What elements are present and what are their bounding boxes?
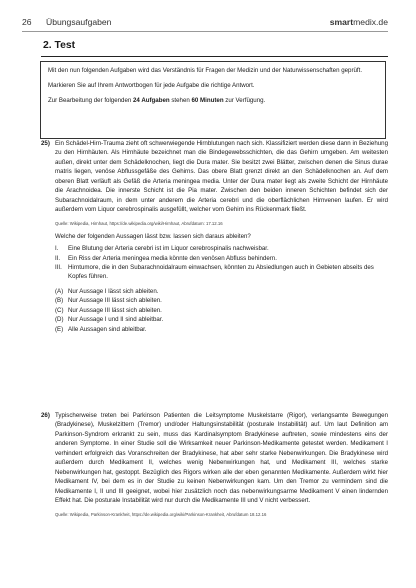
instructions-text: stehen	[169, 96, 192, 104]
page-header	[22, 17, 388, 31]
question-source: Quelle: Wikipedia, Parkinson-Krankheit, https://de.wikipedia.org/wiki/Parkinson-Krankheit, Abrufdatum 18.12.16	[55, 511, 267, 517]
option-text: Nur Aussage I und II sind ableitbar.	[68, 316, 164, 324]
page-number: 26	[22, 17, 32, 27]
option-label: (E)	[55, 325, 64, 333]
statement-text: Eine Blutung der Arteria cerebri ist im Liquor cerebrospinalis nachweisbar.	[68, 245, 269, 253]
statement-label: III.	[55, 263, 62, 271]
statement-label: I.	[55, 245, 59, 253]
statement-text: Hirntumore, die in den Subarachnoidalraum einwachsen, könnten zu Absiedlungen auch in Gebieten abseits des Kopfes führen.	[68, 263, 374, 281]
question-text: Typischerweise treten bei Parkinson Patienten die Leitsymptome Muskelstarre (Rigor), verlangsamte Bewegungen (Bradykinese), Muskelzittern (Tremor) und/oder Haltungsinstabilität (posturale Instabilität) auf. Um laut Definition am Parkinson-Syndrom erkrankt zu sein, muss das Kardinalsymptom Bradykinese auftreten, sowie mindestens eins der anderen Symptome. In einer Studie soll die Wirksamkeit neuer Parkinson-Medikamente getestet werden. Medikament I verhindert erfolgreich das Voranschreiten der Bradykinese, hat aber sehr starke Nebenwirkungen. Die Bradykinese wird außerdem durch Medikament II, welches wenig Nebenwirkungen hat, und Medikament III, welches starke Nebenwirkungen hat, gestoppt. Bezüglich des Rigors wirken alle der eben genannten Medikamente. Außerdem wirkt hier Medikament IV, bei dem es in der Studie zu keinen Nebenwirkungen kam. Um den Tremor zu vermindern sind die Medikamente I, II und III geeignet, wobei hier zusätzlich noch das nebenwirkungsarme Medikament V einen lindernden Effekt hat. Die posturale Instabilität wird nur durch die Medikamente III und V nicht verbessert.	[55, 412, 388, 505]
brand-logo-bold: smart	[329, 17, 354, 27]
question-text: Ein Schädel-Hirn-Trauma zieht oft schwerwiegende Hirnblutungen nach sich. Klassifiziert werden diese dann in Beziehung zu den Hirnhäuten. Als Hirnhäute bezeichnet man die Bindegewebsschichten, die das Gehirn umgeben. Am weitesten außen, direkt unter dem Schädelknochen, liegt die Dura mater. Sie besitzt zwei Blätter, zwischen denen die Sinus durae matris liegen, venöse Abflussgefäße des Gehirns. Das obere Blatt grenzt direkt an den Schädelknochen an. Auf dem oberen Blatt verläuft als Gefäß die Arteria meningea media. Unter der Dura mater liegt als zweite Schicht der Hirnhäute die Arachnoidea. Die innerste Schicht ist die Pia mater. Zwischen den beiden inneren Schichten befindet sich der Subarachnoidalraum, in dem unter anderem die Arteria cerebri und die oberflächlichen Hirnvenen laufen. Er wird außerdem vom Liquor cerebrospinalis ausgefüllt, welcher vom Gehirn ins Rückenmark fließt.	[55, 140, 388, 214]
option-label: (A)	[55, 287, 64, 295]
brand-logo	[330, 17, 388, 27]
question-source: Quelle: Wikipedia, Hirnhaut, https://de.wikipedia.org/wiki/Hirnhaut, Abrufdatum: 17.12.16	[55, 220, 223, 226]
statement-item	[55, 254, 388, 263]
task-count: 24 Aufgaben	[133, 96, 170, 104]
section-divider	[41, 56, 388, 57]
answer-option-b[interactable]	[55, 296, 388, 306]
header-divider	[22, 31, 388, 32]
answer-options	[55, 287, 388, 335]
option-label: (D)	[55, 316, 64, 324]
instructions-paragraph-2: Markieren Sie auf Ihrem Antwortbogen für jede Aufgabe die richtige Antwort.	[48, 81, 255, 89]
answer-option-d[interactable]	[55, 315, 388, 325]
statement-list	[55, 244, 388, 282]
statement-text: Ein Riss der Arteria meningea media könnte den venösen Abfluss behindern.	[68, 254, 277, 262]
statement-label: II.	[55, 254, 61, 262]
section-heading: 2. Test	[43, 40, 76, 51]
instructions-paragraph-1: Mit den nun folgenden Aufgaben wird das Verständnis für Fragen der Medizin und der Naturwissenschaften geprüft.	[48, 67, 363, 74]
answer-option-a[interactable]	[55, 287, 388, 297]
instructions-text: Zur Bearbeitung der folgenden	[48, 96, 134, 104]
question-number: 25)	[41, 140, 50, 147]
statement-item	[55, 244, 388, 253]
instructions-paragraph-3	[48, 96, 378, 105]
time-limit: 60 Minuten	[191, 96, 224, 104]
question-number: 26)	[41, 412, 50, 419]
question-prompt: Welche der folgenden Aussagen lässt bzw. lassen sich daraus ableiten?	[55, 232, 251, 240]
option-text: Alle Aussagen sind ableitbar.	[68, 325, 147, 333]
brand-logo-rest: medix.de	[353, 17, 388, 27]
answer-option-c[interactable]	[55, 306, 388, 316]
option-label: (C)	[55, 306, 64, 314]
header-section-title: Übungsaufgaben	[46, 17, 112, 27]
option-text: Nur Aussage III lässt sich ableiten.	[68, 306, 162, 314]
question-26	[41, 411, 388, 518]
answer-option-e[interactable]	[55, 325, 388, 335]
option-label: (B)	[55, 297, 64, 305]
question-25	[41, 139, 388, 334]
statement-item	[55, 263, 388, 282]
instructions-box	[40, 61, 386, 139]
option-text: Nur Aussage I lässt sich ableiten.	[68, 287, 159, 295]
instructions-text: zur Verfügung.	[223, 96, 266, 104]
option-text: Nur Aussage III lässt sich ableiten.	[68, 297, 162, 305]
